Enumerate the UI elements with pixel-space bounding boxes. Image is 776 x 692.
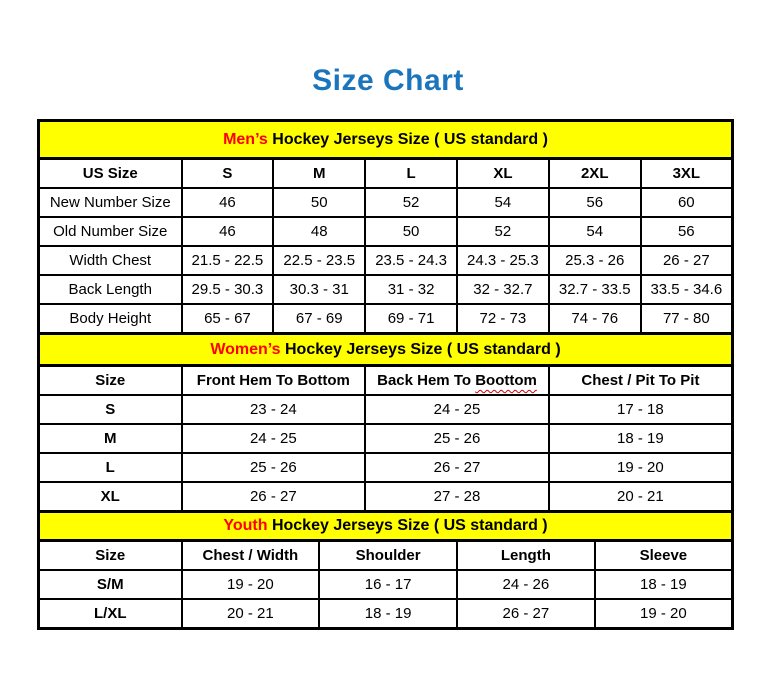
youth-header-cell: Sleeve: [595, 541, 733, 571]
mens-value-cell: 54: [457, 188, 549, 217]
youth-header-cell: Length: [457, 541, 595, 571]
mens-band-rest: Hockey Jerseys Size ( US standard ): [267, 130, 548, 148]
youth-size-table: [37, 510, 734, 630]
womens-row-label: S: [39, 395, 182, 424]
youth-row-label: S/M: [39, 570, 182, 599]
womens-value-cell: 18 - 19: [549, 424, 733, 453]
mens-header-cell: 2XL: [549, 159, 641, 189]
mens-value-cell: 33.5 - 34.6: [641, 275, 733, 304]
womens-value-cell: 27 - 28: [365, 482, 549, 512]
womens-row-label: L: [39, 453, 182, 482]
mens-header-cell: S: [182, 159, 274, 189]
womens-value-cell: 26 - 27: [365, 453, 549, 482]
mens-row-label: New Number Size: [39, 188, 182, 217]
mens-header-cell: 3XL: [641, 159, 733, 189]
youth-value-cell: 16 - 17: [319, 570, 457, 599]
page-title: Size Chart: [312, 64, 464, 97]
youth-header-cell: Size: [39, 541, 182, 571]
mens-band-accent: Men’s: [223, 130, 268, 148]
mens-value-cell: 25.3 - 26: [549, 246, 641, 275]
mens-value-cell: 72 - 73: [457, 304, 549, 334]
youth-band-accent: Youth: [223, 517, 268, 534]
mens-data-row: [39, 246, 733, 275]
youth-value-cell: 19 - 20: [182, 570, 320, 599]
mens-value-cell: 56: [549, 188, 641, 217]
womens-value-cell: 26 - 27: [182, 482, 366, 512]
womens-value-cell: 25 - 26: [182, 453, 366, 482]
womens-band-title: [39, 334, 733, 366]
youth-value-cell: 19 - 20: [595, 599, 733, 629]
womens-band-rest: Hockey Jerseys Size ( US standard ): [280, 340, 561, 358]
youth-value-cell: 18 - 19: [595, 570, 733, 599]
youth-header-cell: Shoulder: [319, 541, 457, 571]
mens-data-row: [39, 304, 733, 334]
mens-value-cell: 23.5 - 24.3: [365, 246, 457, 275]
mens-value-cell: 50: [273, 188, 365, 217]
womens-data-row: [39, 424, 733, 453]
mens-data-row: [39, 188, 733, 217]
youth-data-row: [39, 570, 733, 599]
mens-value-cell: 74 - 76: [549, 304, 641, 334]
youth-header-row: [39, 541, 733, 571]
mens-value-cell: 77 - 80: [641, 304, 733, 334]
size-tables: [37, 119, 734, 630]
mens-data-row: [39, 217, 733, 246]
mens-value-cell: 60: [641, 188, 733, 217]
youth-value-cell: 18 - 19: [319, 599, 457, 629]
womens-value-cell: 20 - 21: [549, 482, 733, 512]
mens-value-cell: 32.7 - 33.5: [549, 275, 641, 304]
womens-data-row: [39, 482, 733, 512]
mens-value-cell: 21.5 - 22.5: [182, 246, 274, 275]
mens-value-cell: 46: [182, 217, 274, 246]
misspelled-word: Boottom: [475, 372, 537, 389]
mens-value-cell: 50: [365, 217, 457, 246]
mens-value-cell: 31 - 32: [365, 275, 457, 304]
mens-value-cell: 22.5 - 23.5: [273, 246, 365, 275]
womens-header-cell: Chest / Pit To Pit: [549, 366, 733, 396]
womens-header-cell: Front Hem To Bottom: [182, 366, 366, 396]
mens-header-cell: XL: [457, 159, 549, 189]
mens-header-cell: L: [365, 159, 457, 189]
womens-value-cell: 24 - 25: [365, 395, 549, 424]
mens-row-label: Back Length: [39, 275, 182, 304]
womens-header-cell: Back Hem To Boottom: [365, 366, 549, 396]
mens-size-table: [37, 119, 734, 335]
mens-row-label: Old Number Size: [39, 217, 182, 246]
mens-header-cell: US Size: [39, 159, 182, 189]
youth-band-rest: Hockey Jerseys Size ( US standard ): [267, 517, 548, 534]
mens-value-cell: 69 - 71: [365, 304, 457, 334]
womens-header-row: [39, 366, 733, 396]
youth-data-row: [39, 599, 733, 629]
mens-header-cell: M: [273, 159, 365, 189]
mens-header-row: [39, 159, 733, 189]
mens-value-cell: 29.5 - 30.3: [182, 275, 274, 304]
youth-header-cell: Chest / Width: [182, 541, 320, 571]
womens-value-cell: 24 - 25: [182, 424, 366, 453]
mens-value-cell: 32 - 32.7: [457, 275, 549, 304]
mens-value-cell: 52: [365, 188, 457, 217]
mens-row-label: Body Height: [39, 304, 182, 334]
womens-data-row: [39, 453, 733, 482]
womens-value-cell: 23 - 24: [182, 395, 366, 424]
mens-value-cell: 65 - 67: [182, 304, 274, 334]
youth-value-cell: 24 - 26: [457, 570, 595, 599]
youth-band-title: [39, 512, 733, 541]
womens-header-cell: Size: [39, 366, 182, 396]
mens-band-row: [39, 121, 733, 159]
mens-value-cell: 52: [457, 217, 549, 246]
mens-data-row: [39, 275, 733, 304]
mens-value-cell: 56: [641, 217, 733, 246]
mens-value-cell: 26 - 27: [641, 246, 733, 275]
womens-row-label: M: [39, 424, 182, 453]
mens-value-cell: 67 - 69: [273, 304, 365, 334]
womens-value-cell: 19 - 20: [549, 453, 733, 482]
youth-band-row: [39, 512, 733, 541]
youth-value-cell: 20 - 21: [182, 599, 320, 629]
womens-size-table: [37, 332, 734, 513]
womens-band-row: [39, 334, 733, 366]
mens-value-cell: 48: [273, 217, 365, 246]
womens-row-label: XL: [39, 482, 182, 512]
youth-row-label: L/XL: [39, 599, 182, 629]
womens-data-row: [39, 395, 733, 424]
womens-value-cell: 25 - 26: [365, 424, 549, 453]
mens-band-title: [39, 121, 733, 159]
mens-value-cell: 24.3 - 25.3: [457, 246, 549, 275]
mens-value-cell: 46: [182, 188, 274, 217]
womens-band-accent: Women’s: [210, 340, 281, 358]
mens-value-cell: 30.3 - 31: [273, 275, 365, 304]
youth-value-cell: 26 - 27: [457, 599, 595, 629]
mens-row-label: Width Chest: [39, 246, 182, 275]
womens-value-cell: 17 - 18: [549, 395, 733, 424]
mens-value-cell: 54: [549, 217, 641, 246]
